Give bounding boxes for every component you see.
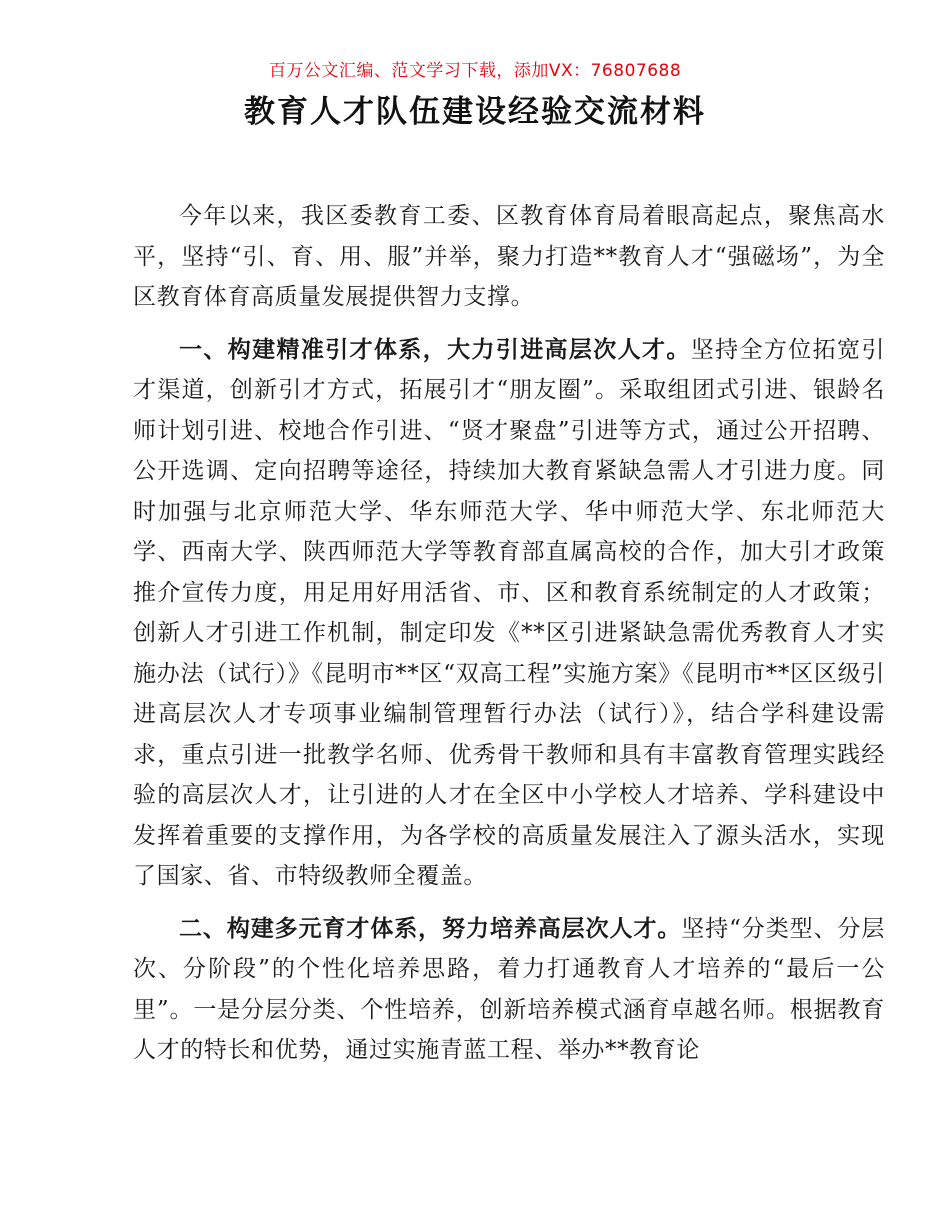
paragraph-intro	[133, 196, 885, 318]
document-body	[133, 196, 885, 1071]
paragraph-section-2	[133, 909, 885, 1071]
section-heading: 一、构建精准引才体系，大力引进高层次人才。	[179, 335, 691, 363]
section-heading: 二、构建多元育才体系，努力培养高层次人才。	[179, 914, 682, 942]
document-title: 教育人才队伍建设经验交流材料	[244, 94, 706, 130]
paragraph-section-1	[133, 330, 885, 897]
watermark-banner: 百万公文汇编、范文学习下载，添加VX：76807688	[268, 61, 682, 81]
paragraph-text: 坚持全方位拓宽引才渠道，创新引才方式，拓展引才“朋友圈”。采取组团式引进、银龄名师计划引进、校地合作引进、“贤才聚盘”引进等方式，通过公开招聘、公开选调、定向招聘等途径，持续加大教育紧缺急需人才引进力度。同时加强与北京师范大学、华东师范大学、华中师范大学、东北师范大学、西南大学、陕西师范大学等教育部直属高校的合作，加大引才政策推介宣传力度，用足用好用活省、市、区和教育系统制定的人才政策；创新人才引进工作机制，制定印发《**区引进紧缺急需优秀教育人才实施办法（试行）》《昆明市**区“双高工程”实施方案》《昆明市**区区级引进高层次人才专项事业编制管理暂行办法（试行）》，结合学科建设需求，重点引进一批教学名师、优秀骨干教师和具有丰富教育管理实践经验的高层次人才，让引进的人才在全区中小学校人才培养、学科建设中发挥着重要的支撑作用，为各学校的高质量发展注入了源头活水，实现了国家、省、市特级教师全覆盖。	[133, 336, 885, 889]
paragraph-text: 今年以来，我区委教育工委、区教育体育局着眼高起点，聚焦高水平，坚持“引、育、用、服”并举，聚力打造**教育人才“强磁场”，为全区教育体育高质量发展提供智力支撑。	[133, 203, 885, 310]
paragraph-text: 坚持“分类型、分层次、分阶段”的个性化培养思路，着力打通教育人才培养的“最后一公里”。一是分层分类、个性培养，创新培养模式涵育卓越名师。根据教育人才的特长和优势，通过实施青蓝工程、举办**教育论	[133, 915, 885, 1063]
